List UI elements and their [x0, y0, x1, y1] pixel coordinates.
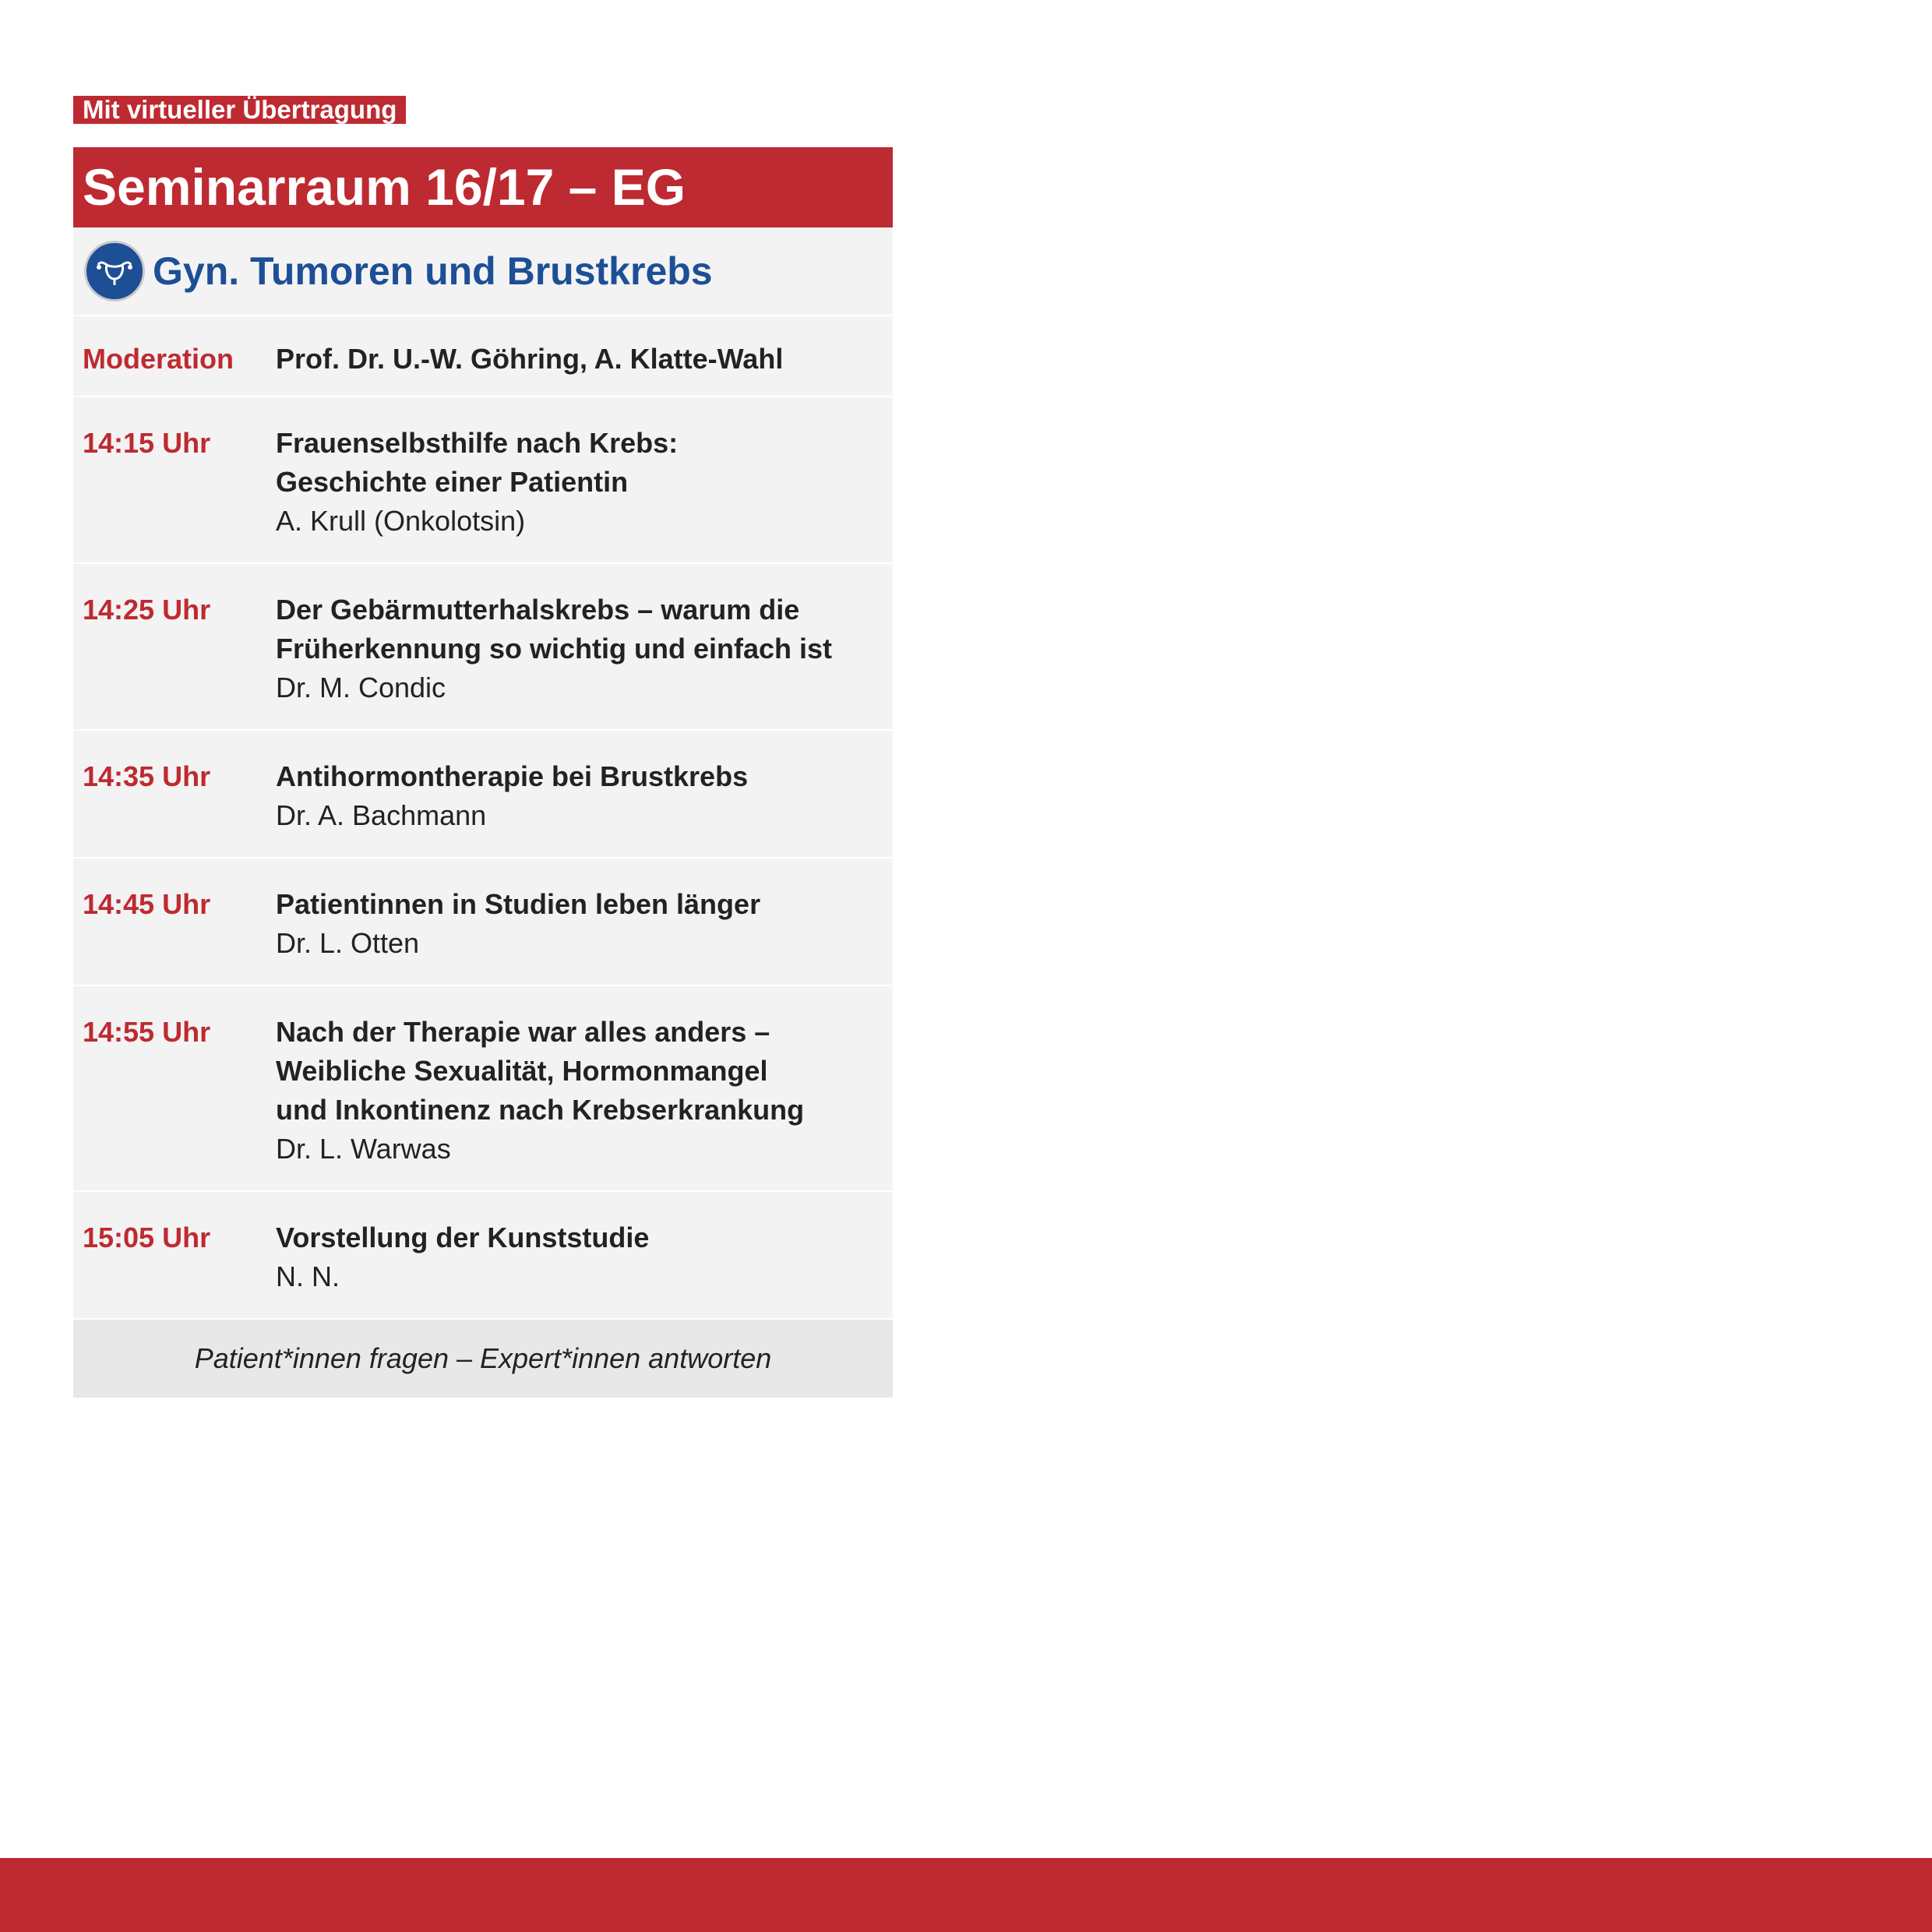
- session-title: Patientinnen in Studien leben länger: [276, 888, 761, 920]
- session-title: Antihormontherapie bei Brustkrebs: [276, 760, 749, 792]
- moderation-row: [73, 316, 893, 397]
- session-title: Der Gebärmutterhalskrebs – warum die Früherkennung so wichtig und einfach ist: [276, 594, 833, 665]
- session-speaker: N. N.: [276, 1260, 340, 1292]
- room-title: Seminarraum 16/17 – EG: [73, 147, 893, 227]
- topic-title: Gyn. Tumoren und Brustkrebs: [153, 249, 713, 293]
- session-title: Frauenselbsthilfe nach Krebs: Geschichte einer Patientin: [276, 427, 679, 498]
- qa-footer: Patient*innen fragen – Expert*innen antworten: [73, 1320, 893, 1398]
- session-speaker: A. Krull (Onkolotsin): [276, 505, 526, 537]
- program-table: [73, 147, 893, 1398]
- virtual-broadcast-badge: Mit virtueller Übertragung: [73, 96, 406, 124]
- session-time: 14:45 Uhr: [83, 888, 211, 920]
- session-row: [73, 858, 893, 986]
- topic-header: [73, 227, 893, 316]
- session-row: [73, 986, 893, 1192]
- session-title: Nach der Therapie war alles anders – Weibliche Sexualität, Hormonmangel und Inkontinenz nach Krebserkrankung: [276, 1016, 805, 1126]
- moderation-names: Prof. Dr. U.-W. Göhring, A. Klatte-Wahl: [276, 343, 784, 375]
- uterus-icon: [84, 241, 145, 301]
- session-title: Vorstellung der Kunststudie: [276, 1222, 650, 1253]
- session-time: 14:35 Uhr: [83, 760, 211, 792]
- session-speaker: Dr. L. Otten: [276, 927, 420, 959]
- session-time: 14:15 Uhr: [83, 427, 211, 459]
- session-row: [73, 397, 893, 564]
- session-time: 14:25 Uhr: [83, 594, 211, 626]
- bottom-bar: [0, 1858, 1932, 1932]
- session-time: 15:05 Uhr: [83, 1222, 211, 1253]
- session-speaker: Dr. A. Bachmann: [276, 799, 487, 831]
- session-speaker: Dr. L. Warwas: [276, 1133, 451, 1165]
- session-row: [73, 731, 893, 858]
- session-row: [73, 1192, 893, 1320]
- session-row: [73, 564, 893, 731]
- session-time: 14:55 Uhr: [83, 1016, 211, 1048]
- session-speaker: Dr. M. Condic: [276, 672, 446, 703]
- moderation-label: Moderation: [83, 343, 234, 375]
